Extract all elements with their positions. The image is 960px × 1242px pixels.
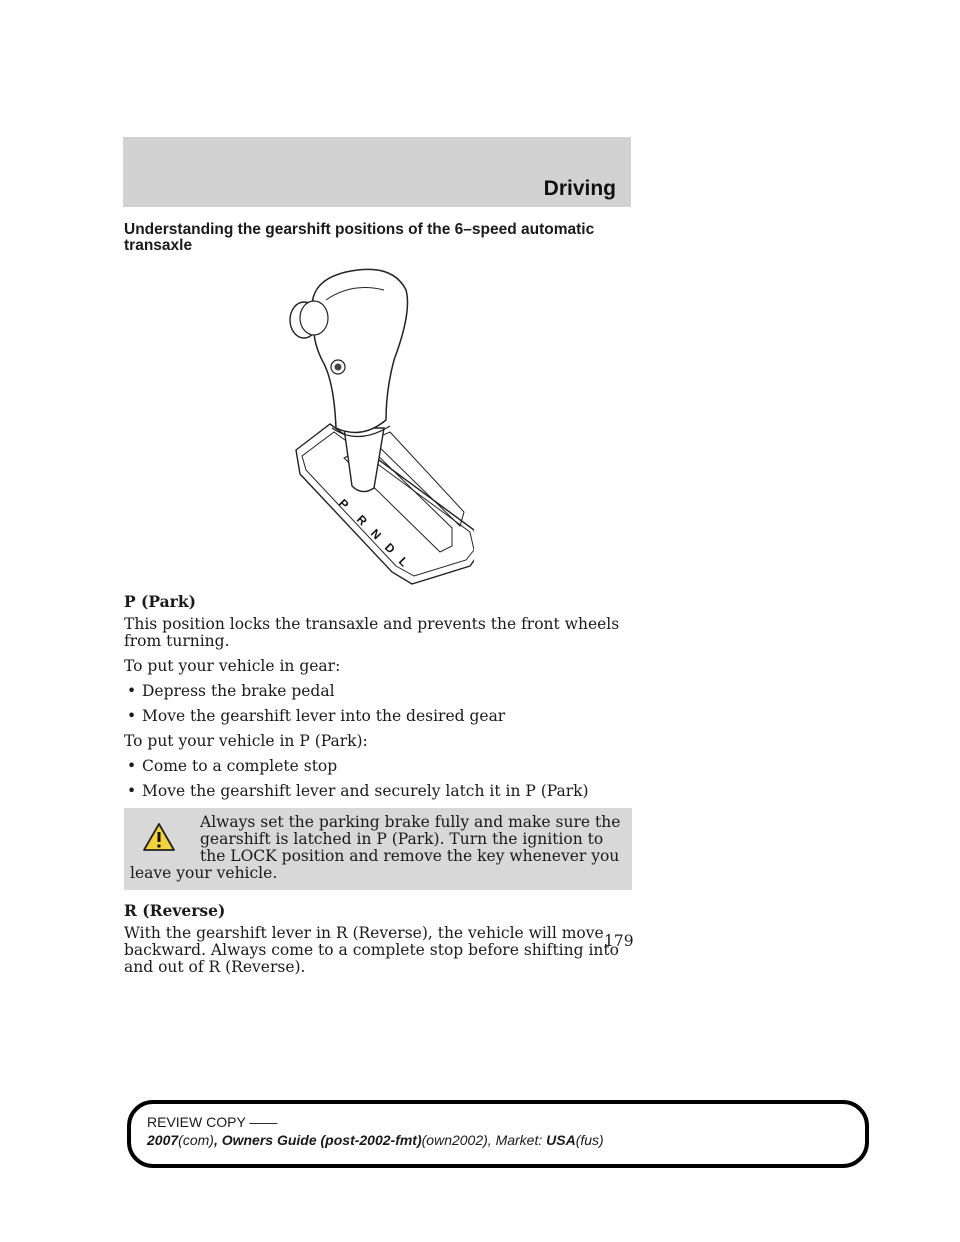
gear-steps-list — [124, 683, 632, 725]
shift-gate-plate — [296, 424, 474, 584]
warning-box — [124, 808, 632, 890]
warning-icon — [142, 822, 176, 852]
section-title: Driving — [543, 177, 616, 200]
gearshift-lever-drawing — [274, 260, 474, 585]
gear-label-l: L — [395, 554, 411, 570]
warning-text: Always set the parking brake fully and make sure the gearshift is latched in P (Park). Turn the ignition to the LOCK position and remove the key whenever you leave your vehicle. — [130, 813, 621, 882]
gear-label-r: R — [353, 512, 370, 529]
review-copy-details: 2007(com), Owners Guide (post-2002-fmt)(own2002), Market: USA(fus) — [147, 1132, 604, 1148]
park-description: This position locks the transaxle and prevents the front wheels from turning. — [124, 615, 620, 650]
section-header-band — [123, 137, 631, 207]
park-title: P (Park) — [124, 592, 196, 611]
gear-label-n: N — [367, 526, 384, 543]
review-copy-footer — [127, 1100, 869, 1168]
gear-label-d: D — [381, 540, 398, 557]
reverse-description: With the gearshift lever in R (Reverse), the vehicle will move backward. Always come to a complete stop before shifting into and out of R (Reverse). — [124, 924, 619, 976]
review-copy-label: REVIEW COPY —— — [147, 1114, 278, 1130]
gearshift-knob — [312, 269, 407, 432]
gearshift-illustration — [124, 260, 632, 585]
reverse-title: R (Reverse) — [124, 901, 226, 920]
list-item: • Depress the brake pedal — [127, 682, 335, 700]
park-intro: To put your vehicle in P (Park): — [124, 732, 368, 750]
list-item: • Come to a complete stop — [127, 757, 338, 775]
section-heading: Understanding the gearshift positions of the 6–speed automatic transaxle — [124, 221, 595, 254]
gear-label-p: P — [335, 496, 352, 512]
list-item: • Move the gearshift lever and securely latch it in P (Park) — [127, 782, 589, 800]
page-number: 179 — [604, 932, 634, 950]
page-content — [124, 222, 632, 984]
gear-intro: To put your vehicle in gear: — [124, 657, 341, 675]
park-steps-list — [124, 758, 632, 800]
list-item: • Move the gearshift lever into the desired gear — [127, 707, 506, 725]
